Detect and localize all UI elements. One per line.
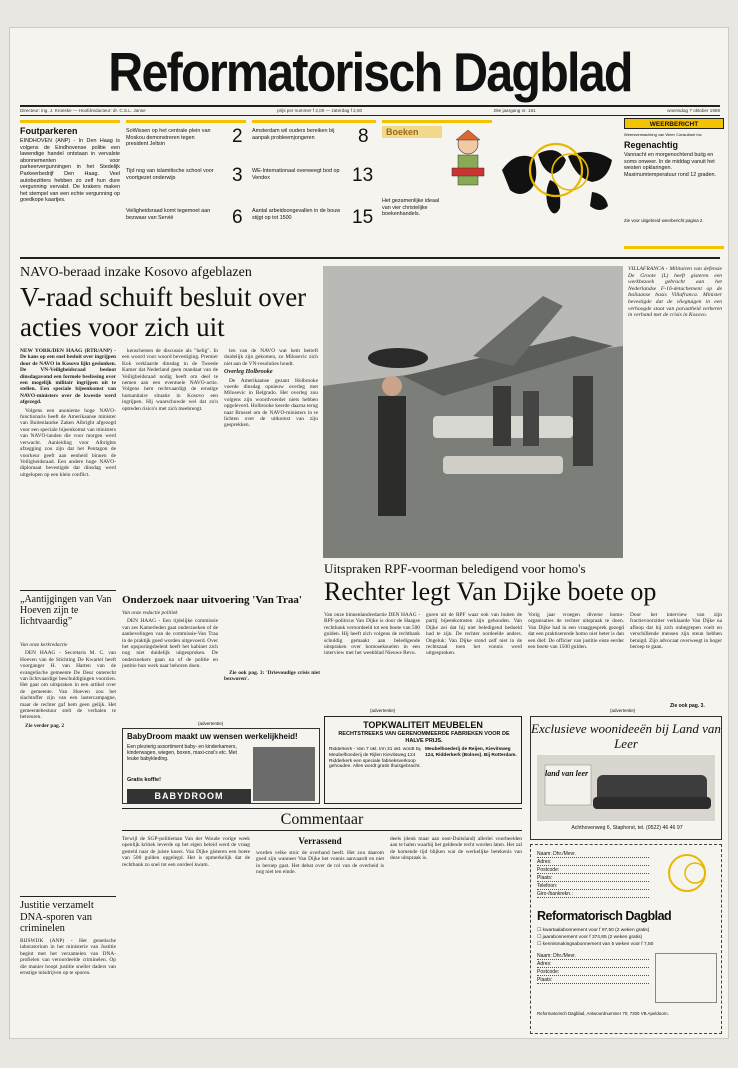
justitie-headline[interactable]: Justitie verzamelt DNA-sporen van criminelen: [20, 900, 94, 934]
section-rule: [20, 257, 720, 259]
f16-photo[interactable]: [323, 266, 623, 558]
rpf-column-1: Van onze binnenlandredactie DEN HAAG - RPF-politicus Van Dijke is door de Haagse rechtbank veroordeeld tot een boete van 500 gulden. Hij heeft zich volgens de rechtbank schuldig gemaakt aan beledigende uitspraken over homoseksuelen in een interview met het weekblad Nieuwe Revu.: [324, 612, 420, 657]
coupon-decoration-icon: [657, 851, 717, 895]
coupon-field-postcode[interactable]: Postcode:: [537, 969, 649, 976]
yellow-bar: [624, 246, 724, 249]
kosovo-column-3: [224, 348, 318, 588]
traa-column-2: [224, 610, 320, 720]
weather-label: WEERBERICHT: [624, 118, 724, 129]
coupon-side-box: [655, 953, 717, 1003]
meubelen-contact: Meubelhoederij de Reijen, Kievitsweg 124, Ridderkerk (Bolnes). Bij Rotterdam.: [425, 747, 517, 758]
commentaar-rule: [122, 830, 522, 831]
kosovo-text: De Amerikaanse gezant Holbrooke voerde dinsdag opnieuw overleg met Milosevic in Belgrado. Het overleg zou volgens zijn woordvoerder niets hebben opgeleverd. Holbrooke keerde daarna terug naar Brussel om de NAVO-ministers in te lichten over de uitkomst van zijn gesprekken.: [224, 377, 318, 429]
weather-body: Vannacht en morgenochtend buiig en soms onweer. In de middag vanuit het westen opklaringen. Maximumtemperatuur rond 12 graden.: [624, 152, 716, 178]
babydroom-logo: BABYDROOM: [127, 789, 251, 803]
subscription-coupon[interactable]: [530, 844, 722, 1034]
commentaar-label: Commentaar: [280, 811, 364, 828]
masthead-rule: [20, 105, 720, 107]
weather-title: Regenachtig: [624, 140, 679, 150]
rpf-column-2: guren uit de RPF waar ook van buiten de partij bijeenkomsten zijn gehouden. Van Dijke zei dat hij niet beledigend bedoeld had te zijn. De rechter oordeelde anders. Ongeluk: Van Dijke stond zelf niet in de rechtszaal toen het vonnis werd uitgesproken.: [426, 612, 522, 657]
traa-headline[interactable]: Onderzoek naar uitvoering 'Van Traa': [122, 594, 302, 606]
masthead-price: prijs per nummer f 2,00 — zaterdag f 2,50: [277, 108, 363, 113]
teaser-item-text[interactable]: Veiligheidsraad komt tegemoet aan bezwaar van Servië: [126, 208, 211, 221]
advertentie-label: (advertentie): [198, 721, 224, 726]
coupon-field-address[interactable]: Adres:: [537, 859, 649, 866]
land-address: Achthovenweg 6, Staphorst, tel. (0522) 46 46 97: [571, 825, 683, 831]
rpf-kicker: Uitspraken RPF-voorman beledigend voor homo's: [324, 561, 586, 576]
advertentie-label: (advertentie): [370, 708, 396, 713]
world-map-graphic-icon: [496, 120, 620, 255]
teaser-page-number: 2: [232, 126, 243, 147]
masthead-editors: Directeur: ing. J. Kroeske — Hoofdredacteur: dr. C.S.L. Janse: [20, 108, 146, 113]
coupon-field-city[interactable]: Plaats:: [537, 875, 649, 882]
coupon-option-label: kwartaalabonnement voor f 97,50 (2 weken gratis): [542, 928, 650, 933]
kosovo-text: kenschetsen de discussie als "helig". In een woord voor woord bevestiging. Premier Kok verklaarde dinsdag in de Tweede Kamer dat Nederland geen mandaat van de Veiligheidsraad nodig heeft om deel te nemen aan een eventuele NAVO-actie. Volgens hem rechtvaardigt de ernstige humanitaire situatie in Kosovo een ingrijpen. Hij waarschuwde wel dat zo'n optreden risico's met zich meebrengt.: [122, 348, 218, 412]
weather-box[interactable]: [624, 118, 724, 255]
teaser-item-text[interactable]: Aantal arbeidsongevallen in de bouw stijgt op tot 1500: [252, 208, 341, 221]
coupon-fields: [537, 851, 649, 899]
rpf-see-also: Zie ook pag. 3.: [670, 703, 705, 709]
coupon-footer: Reformatorisch Dagblad, Antwoordnummer 70, 7300 VB Apeldoorn.: [537, 1011, 669, 1016]
coupon-option-label: jaarabonnement voor f 374,85 (2 weken gratis): [542, 935, 643, 940]
coupon-option[interactable]: ☐ jaarabonnement voor f 374,85 (2 weken gratis): [537, 935, 643, 940]
land-title: Exclusieve woonideeën bij Land van Leer: [531, 721, 721, 751]
aantijgingen-headline[interactable]: „Aantijgingen van Van Hoeven zijn te lichtvaardig”: [20, 594, 112, 627]
teaser-page-number: 15: [352, 207, 374, 228]
kosovo-column-1: [20, 348, 116, 588]
kosovo-text: len van de NAVO wat hem betreft duidelijk zijn gekomen, zo Milosevic zich niet aan de VN-resoluties houdt.: [224, 348, 318, 367]
weather-footer: Zie voor uitgebreid weerbericht pagina 2.: [624, 218, 704, 223]
commentaar-title: Verrassend: [298, 836, 342, 846]
babydroom-ad[interactable]: [122, 728, 320, 804]
coupon-option[interactable]: ☐ kwartaalabonnement voor f 97,50 (2 weken gratis): [537, 928, 650, 933]
commentaar-column-1: Terwijl de SGP-politieman Van der Woude vorige week openlijk kritiek leverde op het eigen beleid werd de vraag gesteld naar de juiste koers. Van Dijke gisteren een boete van 500 gulden opgelegd. Het is opmerkelijk dat de rechtbank zo snel tot een oordeel kwam.: [122, 836, 250, 868]
rpf-column-4: Door het interview van zijn fractievoorzitter verklaarde Van Dijke na afloop dat hij zich onbegrepen voelt en verschillende mensen zijn steun hebben betuigd. Zijn advocaat overweegt in hoger beroep te gaan.: [630, 612, 722, 651]
babydroom-title: BabyDroom maakt uw wensen werkelijkheid!: [127, 732, 298, 741]
teaser-page-number: 8: [358, 126, 369, 147]
teaser-column-1: [126, 120, 246, 255]
coupon-field-name[interactable]: Naam: Dhr./Mevr.: [537, 851, 649, 858]
yellow-bar: [382, 120, 492, 123]
teaser-page-number: 13: [352, 165, 374, 186]
rpf-headline[interactable]: Rechter legt Van Dijke boete op: [324, 577, 657, 606]
teaser-page-number: 6: [232, 207, 243, 228]
yellow-bar: [126, 120, 246, 123]
kosovo-headline[interactable]: V-raad schuift besluit over acties voor zich uit: [20, 282, 307, 342]
kosovo-lead: NEW YORK/DEN HAAG (RTR/ANP) - De kans op een snel besluit over ingrijpen door de NAVO in Kosovo lijkt geslonken. De VN-Veiligheidsraad besloot dinsdagavond een formele beslissing over een mogelijk militair ingrijpen uit te stellen. Een speciale bijeenkomst van NAVO-ministers over de kwestie werd afgezegd.: [20, 348, 116, 406]
coupon-option-label: kennismakingsabonnement van 5 weken voor f 7,50: [542, 942, 654, 947]
commentaar-rule: [122, 808, 522, 809]
traa-column-1: [122, 610, 218, 720]
justitie-column: RIJSWIJK (ANP) - Het genetische laboratorium in het ministerie van Justitie begint met het verzamelen van DNA-profielen van veroordeelde criminelen. Op die manier hoopt justitie sneller daders van ernstige misdrijven op te sporen.: [20, 938, 116, 977]
yellow-bar: [20, 120, 120, 123]
coupon-field-phone[interactable]: Telefoon:: [537, 883, 649, 890]
advertentie-label: (advertentie): [610, 708, 636, 713]
coupon-option[interactable]: ☐ kennismakingsabonnement van 5 weken voor f 7,50: [537, 942, 654, 947]
coupon-field-city[interactable]: Plaats:: [537, 977, 649, 984]
photo-caption: VILLAFRANCA - Militairen van defensie De Groote (L) heeft gisteren een werkbezoek gebracht aan het Nederlandse F-16-detachement op de Italiaanse basis Villafranca. Minister bevestigde dat de vliegtuigen in een verhoogde staat van paraatheid verkeren in verband met de crisis in Kosovo.: [628, 266, 722, 319]
kosovo-kicker: NAVO-beraad inzake Kosovo afgeblazen: [20, 265, 252, 280]
teaser-foutparkeren[interactable]: [20, 120, 120, 255]
boeken-illustration-icon: [448, 128, 488, 190]
boeken-label: Boeken: [382, 126, 442, 138]
section-rule: [20, 590, 116, 591]
commentaar-column-3: deels (denk maar aan oost-Duitsland) allerlei voorbeelden aan te halen waarbij het geldende recht worden laten. Het zal de komende tijd blijken wat de werkelijke betekenis van deze uitspraak is.: [390, 836, 522, 862]
aantijgingen-column: [20, 642, 116, 892]
meubelen-subtitle: RECHTSTREEKS VAN GERENOMMEERDE FABRIEKEN VOOR DE HALVE PRIJS.: [338, 731, 510, 744]
teaser-item-text[interactable]: SoWissen op het centrale plein van Moskou demonstreren tegen president Jeltsin: [126, 128, 211, 148]
masthead-info-line: [20, 108, 720, 113]
teaser-body: EINDHOVEN (ANP) - In Den Haag is volgens de Eindhovense politie een lawendige handel ontstaan in vervalste abonnementen voor parkeervergunningen in het Stedelijk Parkeerbedrijf Den Haag. Veel autobezitters hebben zo zelf hun dure vergunning vervalst. De krakers maken het stempel van een echte vergunning op goedkope kaartjes.: [20, 138, 120, 204]
babydroom-extra: Gratis koffie!: [127, 777, 161, 783]
babydroom-body: Een plezierig assortiment baby- en kinderkamers, kinderwagen, wiegen, boxen, maxi-cosi's etc. Met leuke babykleding.: [127, 744, 237, 762]
teaser-item-text[interactable]: Amsterdam wil ouders bereiken bij aanpak probleemjongeren: [252, 128, 335, 141]
masthead-title: Reformatorisch Dagblad: [108, 41, 632, 103]
section-rule: [20, 896, 116, 897]
teaser-item-text[interactable]: Tijd nog van islamitische school voor voortgezet onderwijs: [126, 168, 214, 181]
meubelen-body: Ridderkerk - Van 7 okt. t/m 31 okt. wordt bij Meubelhoederij de Rijlen Kievitsweg 124 Ridderkerk een speciale fabrieksverkoop gehouden. Alles wordt gratis thuisgebracht.: [329, 747, 421, 770]
rpf-column-3: Vorig jaar vroegen diverse homo-organisaties de rechter uitspraak te doen. Van Dijke had in een vraaggesprek gezegd dat een praktiserende homo niet beter is dan een dief. De officier van justitie eiste eerder een boete van 1500 gulden.: [528, 612, 624, 651]
newspaper-page: [9, 27, 729, 1039]
kosovo-text: Volgens een anonieme hoge NAVO-functionaris heeft de Amerikaanse minister van Buitenlandse Zaken Albright afgezegd voor een speciale bijeenkomst van ministers van NAVO-landen die voor morgen werd verwacht. Aanleiding voor Albrights afzegging zou zijn dat het Pentagon de voorkeur geeft aan eenheid binnen de Veiligheidsraad. Een andere hoge NAVO-diplomaat bevestigde dat dinsdag werd uitgelopen op een klein conflict.: [20, 407, 116, 478]
traa-see-also: Zie ook pag. 3: 'Drievoudige crisis niet bezworen'.: [224, 670, 320, 683]
overleg-subhead: Overleg Holbrooke: [224, 368, 273, 376]
coupon-field-bank[interactable]: Giro-/bankrekn.:: [537, 891, 649, 898]
coupon-options: [537, 927, 717, 948]
land-logo: land van leer: [545, 769, 589, 778]
teaser-column-2: [252, 120, 376, 255]
meubelen-ad[interactable]: [324, 716, 522, 804]
aantijgingen-see-also: Zie verder pag. 2: [25, 722, 65, 729]
traa-text: DEN HAAG - Een tijdelijke commissie van zes Kamerleden gaat onderzoeken of de aanbevelingen van de commissie-Van Traa in de praktijk goed worden uitgevoerd. Over het opsporingsbeleid heeft het kabinet zich nog niet duidelijk uitgesproken. De onderzoekers gaan na of de politie en justitie hun werk naar behoren doen.: [122, 618, 218, 670]
teaser-title: Foutparkeren: [20, 126, 78, 136]
teaser-boeken[interactable]: [382, 120, 492, 255]
sofa-photo: [537, 755, 715, 821]
info-rule: [20, 115, 720, 116]
coupon-paper-title: Reformatorisch Dagblad: [537, 909, 672, 923]
meubelen-title: TOPKWALITEIT MEUBELEN: [363, 720, 483, 730]
commentaar-column-2: worden velke stoic de overhand heeft. Het zou daarom goed zijn wanneer Van Dijke het vonnis aanvaardt en niet in beroep gaat. Het debat over de rol van de overheid is nog niet ten einde.: [256, 850, 384, 876]
baby-photo: [253, 747, 315, 801]
coupon-field-name[interactable]: Naam: Dhr./Mevr.: [537, 953, 649, 960]
yellow-bar: [252, 120, 376, 123]
coupon-fields-2: [537, 953, 649, 985]
land-van-leer-ad[interactable]: [530, 716, 722, 840]
coupon-field-address[interactable]: Adres:: [537, 961, 649, 968]
aantijgingen-text: DEN HAAG - Secretaris M. C. van Hoeven van de Stichting De Kwartel heeft voorganger H. van Harten van de evangelische gemeente De Deur onterecht van lichtvaardige beschuldigingen voorzien. Het gaat om uitspraken in een artikel over de gemeente. Van Hoeven zou het slachtoffer zijn van een lastercampagne, maar de rechter gaf hem geen gelijk. Het gemeentebestuur stelt de verhalen te betreuren.: [20, 650, 116, 721]
teaser-item-text[interactable]: WE-Internationaal overweegt bod op Vendex: [252, 168, 340, 181]
traa-byline: Van onze redactie politiek: [122, 610, 178, 616]
masthead-volume: 28e jaargang nr. 161: [493, 108, 536, 113]
masthead-date: woensdag 7 oktober 1998: [667, 108, 720, 113]
kosovo-column-2: [122, 348, 218, 588]
aantijgingen-byline: Van onze kerkredactie: [20, 642, 68, 648]
teaser-page-number: 3: [232, 165, 243, 186]
boeken-body: Het gezamenlijke ideaal van vier christelijke boekenhandels.: [382, 198, 440, 218]
coupon-field-postcode[interactable]: Postcode:: [537, 867, 649, 874]
weather-source: Weersverwachting van Weer Consultant Inc: [624, 132, 702, 137]
